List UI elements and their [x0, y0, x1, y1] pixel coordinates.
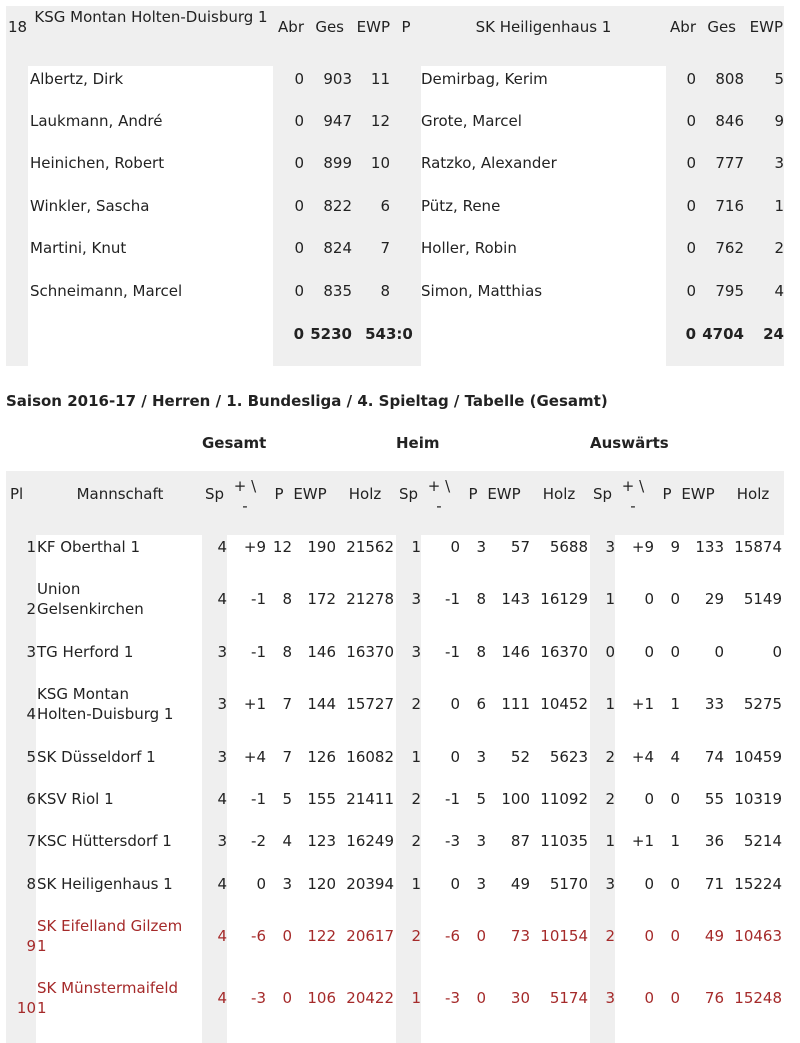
row-heim-ewp: 73: [510, 927, 530, 945]
row-heim-ewp: 143: [501, 590, 530, 608]
row-auswaerts-ewp: 71: [704, 875, 724, 893]
match-away-ges: 716: [715, 197, 744, 215]
row-heim-ewp: 87: [510, 832, 530, 850]
row-gesamt-ewp: 146: [307, 643, 336, 661]
row-gesamt-sp: 3: [217, 695, 227, 713]
row-heim-ewp: 52: [510, 748, 530, 766]
row-heim-holz: 10154: [540, 927, 588, 945]
row-heim-sp: 2: [411, 695, 421, 713]
header-ewp-gesamt: EWP: [293, 485, 327, 503]
row-heim-p: 3: [476, 875, 486, 893]
row-team-name[interactable]: Holten-Duisburg 1: [37, 705, 174, 723]
row-gesamt-plusminus: +9: [243, 538, 266, 556]
match-header-ges-home: Ges: [315, 18, 344, 36]
row-position: 6: [26, 790, 36, 808]
row-gesamt-p: 8: [282, 643, 292, 661]
match-home-team: KSG Montan Holten-Duisburg 1: [34, 8, 268, 26]
header-holz-gesamt: Holz: [348, 485, 382, 503]
match-header-abr-home: Abr: [278, 18, 304, 36]
row-auswaerts-sp: 3: [605, 875, 615, 893]
row-team-name[interactable]: SK Eifelland Gilzem: [37, 917, 183, 935]
row-gesamt-p: 8: [282, 590, 292, 608]
match-away-player: Demirbag, Kerim: [421, 70, 548, 88]
row-team-name[interactable]: KSV Riol 1: [37, 790, 114, 808]
row-gesamt-plusminus: -1: [251, 790, 266, 808]
match-away-abr: 0: [686, 197, 696, 215]
match-total-abr-away: 0: [685, 325, 696, 343]
match-total-ges-away: 4704: [702, 325, 744, 343]
match-away-player: Holler, Robin: [421, 239, 517, 257]
row-auswaerts-sp: 2: [605, 748, 615, 766]
row-auswaerts-plusminus: +1: [631, 695, 654, 713]
row-gesamt-sp: 4: [217, 790, 227, 808]
row-auswaerts-holz: 0: [772, 643, 782, 661]
match-away-ges: 777: [715, 154, 744, 172]
row-heim-ewp: 111: [501, 695, 530, 713]
row-heim-plusminus: 0: [450, 695, 460, 713]
row-position: 1: [26, 538, 36, 556]
row-gesamt-plusminus: +4: [243, 748, 266, 766]
row-auswaerts-p: 0: [670, 989, 680, 1007]
match-away-abr: 0: [686, 239, 696, 257]
row-auswaerts-sp: 3: [605, 538, 615, 556]
row-heim-p: 3: [476, 538, 486, 556]
match-home-ewp: 12: [370, 112, 390, 130]
match-away-player: Simon, Matthias: [421, 282, 543, 300]
match-home-ges: 835: [323, 282, 352, 300]
header-sp-heim: Sp: [398, 485, 419, 503]
header-p-gesamt: P: [274, 485, 284, 503]
row-gesamt-plusminus: -1: [251, 590, 266, 608]
row-heim-plusminus: -1: [445, 790, 460, 808]
row-gesamt-plusminus: +1: [243, 695, 266, 713]
match-header-ewp-home: EWP: [356, 18, 390, 36]
row-auswaerts-holz: 5214: [743, 832, 782, 850]
header-pl: Pl: [10, 485, 24, 503]
row-auswaerts-ewp: 133: [695, 538, 724, 556]
row-gesamt-p: 4: [282, 832, 292, 850]
row-gesamt-p: 12: [272, 538, 292, 556]
match-home-ewp: 6: [380, 197, 390, 215]
row-heim-p: 5: [476, 790, 486, 808]
match-away-player: Grote, Marcel: [421, 112, 522, 130]
row-auswaerts-holz: 15224: [734, 875, 782, 893]
header-holz-auswaerts: Holz: [736, 485, 770, 503]
row-heim-plusminus: -3: [445, 832, 460, 850]
match-total-p: 3:0: [386, 325, 413, 343]
row-heim-holz: 5174: [549, 989, 588, 1007]
match-away-ewp: 2: [774, 239, 784, 257]
row-position: 7: [26, 832, 36, 850]
match-home-ewp: 10: [370, 154, 390, 172]
row-gesamt-plusminus: -6: [251, 927, 266, 945]
row-gesamt-ewp: 106: [307, 989, 336, 1007]
match-home-ges: 947: [323, 112, 352, 130]
row-gesamt-sp: 3: [217, 643, 227, 661]
row-heim-p: 0: [476, 927, 486, 945]
row-auswaerts-holz: 15874: [734, 538, 782, 556]
row-auswaerts-plusminus: 0: [644, 790, 654, 808]
row-heim-ewp: 30: [510, 989, 530, 1007]
row-heim-plusminus: 0: [450, 875, 460, 893]
row-auswaerts-ewp: 49: [704, 927, 724, 945]
match-home-abr: 0: [294, 154, 304, 172]
match-away-team: SK Heiligenhaus 1: [475, 18, 612, 36]
match-away-ewp: 5: [774, 70, 784, 88]
row-auswaerts-ewp: 33: [704, 695, 724, 713]
row-heim-holz: 5688: [549, 538, 588, 556]
row-heim-sp: 3: [411, 643, 421, 661]
row-gesamt-holz: 16082: [346, 748, 394, 766]
row-gesamt-p: 7: [282, 695, 292, 713]
match-home-ges: 822: [323, 197, 352, 215]
match-home-player: Laukmann, André: [30, 112, 163, 130]
match-header-p: P: [401, 18, 411, 36]
row-auswaerts-p: 1: [670, 832, 680, 850]
row-gesamt-p: 3: [282, 875, 292, 893]
row-auswaerts-ewp: 76: [704, 989, 724, 1007]
match-header-ewp-away: EWP: [749, 18, 783, 36]
row-auswaerts-sp: 2: [605, 927, 615, 945]
row-auswaerts-ewp: 29: [704, 590, 724, 608]
row-heim-sp: 1: [411, 748, 421, 766]
row-heim-holz: 10452: [540, 695, 588, 713]
match-home-abr: 0: [294, 70, 304, 88]
row-team-name[interactable]: 1: [37, 937, 47, 955]
row-team-name[interactable]: KSC Hüttersdorf 1: [37, 832, 172, 850]
row-heim-ewp: 100: [501, 790, 530, 808]
row-gesamt-ewp: 144: [307, 695, 336, 713]
row-heim-holz: 16370: [540, 643, 588, 661]
row-gesamt-ewp: 122: [307, 927, 336, 945]
header-plusminus-bottom-heim: -: [436, 497, 442, 515]
match-away-player: Ratzko, Alexander: [421, 154, 557, 172]
row-heim-ewp: 57: [510, 538, 530, 556]
row-heim-holz: 11035: [540, 832, 588, 850]
row-auswaerts-p: 0: [670, 927, 680, 945]
row-team-name[interactable]: KF Oberthal 1: [37, 538, 141, 556]
header-ewp-auswaerts: EWP: [681, 485, 715, 503]
row-position: 8: [26, 875, 36, 893]
row-gesamt-holz: 20617: [346, 927, 394, 945]
match-header-ges-away: Ges: [707, 18, 736, 36]
row-auswaerts-sp: 0: [605, 643, 615, 661]
row-auswaerts-ewp: 36: [704, 832, 724, 850]
table-title: Saison 2016-17 / Herren / 1. Bundesliga / 4. Spieltag / Tabelle (Gesamt): [6, 392, 608, 410]
match-home-abr: 0: [294, 282, 304, 300]
row-auswaerts-p: 0: [670, 643, 680, 661]
header-sp-gesamt: Sp: [204, 485, 225, 503]
row-gesamt-ewp: 126: [307, 748, 336, 766]
group-gesamt: Gesamt: [202, 434, 267, 452]
match-home-player: Schneimann, Marcel: [30, 282, 183, 300]
row-auswaerts-plusminus: +4: [631, 748, 654, 766]
row-auswaerts-p: 0: [670, 590, 680, 608]
row-heim-plusminus: -1: [445, 590, 460, 608]
row-auswaerts-ewp: 0: [714, 643, 724, 661]
row-auswaerts-holz: 10459: [734, 748, 782, 766]
row-heim-holz: 5170: [549, 875, 588, 893]
row-auswaerts-plusminus: +1: [631, 832, 654, 850]
row-gesamt-sp: 3: [217, 748, 227, 766]
row-team-name[interactable]: Gelsenkirchen: [37, 600, 144, 618]
match-home-ges: 899: [323, 154, 352, 172]
match-home-ewp: 8: [380, 282, 390, 300]
row-gesamt-sp: 4: [217, 989, 227, 1007]
row-gesamt-holz: 20394: [346, 875, 394, 893]
row-auswaerts-plusminus: 0: [644, 989, 654, 1007]
match-total-ewp-away: 24: [763, 325, 784, 343]
match-away-player: Pütz, Rene: [421, 197, 501, 215]
row-heim-sp: 1: [411, 875, 421, 893]
header-holz-heim: Holz: [542, 485, 576, 503]
match-away-ewp: 3: [774, 154, 784, 172]
row-heim-p: 6: [476, 695, 486, 713]
row-heim-sp: 2: [411, 927, 421, 945]
row-auswaerts-p: 1: [670, 695, 680, 713]
row-auswaerts-holz: 5275: [743, 695, 782, 713]
row-gesamt-sp: 4: [217, 927, 227, 945]
row-auswaerts-p: 9: [670, 538, 680, 556]
row-position: 10: [16, 999, 36, 1017]
row-auswaerts-plusminus: 0: [644, 875, 654, 893]
match-away-ges: 808: [715, 70, 744, 88]
header-plusminus-top-heim: + \: [427, 477, 451, 495]
match-away-ewp: 4: [774, 282, 784, 300]
header-plusminus-bottom-auswaerts: -: [630, 497, 636, 515]
row-auswaerts-ewp: 55: [704, 790, 724, 808]
header-mannschaft: Mannschaft: [76, 485, 164, 503]
row-gesamt-sp: 4: [217, 590, 227, 608]
match-away-ewp: 1: [774, 197, 784, 215]
row-heim-p: 8: [476, 643, 486, 661]
match-away-ges: 846: [715, 112, 744, 130]
row-gesamt-plusminus: -3: [251, 989, 266, 1007]
match-away-ewp: 9: [774, 112, 784, 130]
row-auswaerts-ewp: 74: [704, 748, 724, 766]
row-heim-holz: 5623: [549, 748, 588, 766]
row-auswaerts-sp: 3: [605, 989, 615, 1007]
match-home-abr: 0: [294, 197, 304, 215]
row-gesamt-p: 5: [282, 790, 292, 808]
row-position: 4: [26, 705, 36, 723]
row-position: 5: [26, 748, 36, 766]
row-team-name[interactable]: Union: [37, 580, 81, 598]
row-auswaerts-sp: 2: [605, 790, 615, 808]
row-gesamt-holz: 15727: [346, 695, 394, 713]
row-heim-p: 3: [476, 832, 486, 850]
row-gesamt-ewp: 172: [307, 590, 336, 608]
row-gesamt-ewp: 120: [307, 875, 336, 893]
row-heim-sp: 1: [411, 538, 421, 556]
row-auswaerts-plusminus: 0: [644, 643, 654, 661]
row-gesamt-sp: 4: [217, 538, 227, 556]
match-home-abr: 0: [294, 112, 304, 130]
match-total-ewp-home: 54: [365, 325, 386, 343]
row-auswaerts-holz: 10463: [734, 927, 782, 945]
row-team-name[interactable]: SK Heiligenhaus 1: [37, 875, 173, 893]
row-team-name[interactable]: SK Düsseldorf 1: [37, 748, 156, 766]
row-auswaerts-sp: 1: [605, 590, 615, 608]
row-heim-sp: 1: [411, 989, 421, 1007]
match-number: 18: [8, 18, 28, 36]
row-gesamt-ewp: 190: [307, 538, 336, 556]
row-gesamt-holz: 16370: [346, 643, 394, 661]
row-gesamt-p: 0: [282, 989, 292, 1007]
match-away-abr: 0: [686, 282, 696, 300]
row-gesamt-p: 7: [282, 748, 292, 766]
header-plusminus-top-auswaerts: + \: [621, 477, 645, 495]
row-gesamt-holz: 21562: [346, 538, 394, 556]
match-stripe-number: [6, 66, 28, 366]
row-auswaerts-holz: 5149: [743, 590, 782, 608]
row-gesamt-holz: 20422: [346, 989, 394, 1007]
match-home-abr: 0: [294, 239, 304, 257]
row-gesamt-ewp: 155: [307, 790, 336, 808]
row-heim-plusminus: 0: [450, 538, 460, 556]
row-auswaerts-sp: 1: [605, 832, 615, 850]
header-sp-auswaerts: Sp: [592, 485, 613, 503]
row-heim-plusminus: -3: [445, 989, 460, 1007]
header-p-heim: P: [468, 485, 478, 503]
row-gesamt-holz: 16249: [346, 832, 394, 850]
row-auswaerts-plusminus: +9: [631, 538, 654, 556]
row-auswaerts-p: 0: [670, 875, 680, 893]
match-total-abr-home: 0: [293, 325, 304, 343]
row-heim-ewp: 146: [501, 643, 530, 661]
match-away-ges: 762: [715, 239, 744, 257]
row-gesamt-plusminus: 0: [256, 875, 266, 893]
row-position: 2: [26, 600, 36, 618]
row-heim-p: 3: [476, 748, 486, 766]
row-heim-plusminus: -6: [445, 927, 460, 945]
row-gesamt-sp: 3: [217, 832, 227, 850]
match-home-ewp: 11: [370, 70, 390, 88]
match-home-player: Albertz, Dirk: [30, 70, 124, 88]
row-gesamt-holz: 21278: [346, 590, 394, 608]
match-away-abr: 0: [686, 154, 696, 172]
row-position: 9: [26, 937, 36, 955]
row-auswaerts-holz: 10319: [734, 790, 782, 808]
match-total-ges-home: 5230: [310, 325, 352, 343]
row-team-name[interactable]: 1: [37, 999, 47, 1017]
header-ewp-heim: EWP: [487, 485, 521, 503]
match-home-ges: 824: [323, 239, 352, 257]
header-p-auswaerts: P: [662, 485, 672, 503]
row-position: 3: [26, 643, 36, 661]
row-heim-plusminus: 0: [450, 748, 460, 766]
match-away-abr: 0: [686, 112, 696, 130]
match-header-abr-away: Abr: [670, 18, 696, 36]
row-heim-holz: 16129: [540, 590, 588, 608]
row-auswaerts-plusminus: 0: [644, 927, 654, 945]
header-plusminus-bottom-gesamt: -: [242, 497, 248, 515]
row-heim-sp: 2: [411, 832, 421, 850]
row-auswaerts-plusminus: 0: [644, 590, 654, 608]
row-team-name[interactable]: KSG Montan: [37, 685, 129, 703]
row-auswaerts-p: 0: [670, 790, 680, 808]
row-gesamt-ewp: 123: [307, 832, 336, 850]
row-auswaerts-sp: 1: [605, 695, 615, 713]
row-heim-ewp: 49: [510, 875, 530, 893]
row-heim-p: 0: [476, 989, 486, 1007]
row-auswaerts-p: 4: [670, 748, 680, 766]
row-heim-sp: 3: [411, 590, 421, 608]
match-home-ewp: 7: [380, 239, 390, 257]
row-gesamt-sp: 4: [217, 875, 227, 893]
row-gesamt-plusminus: -1: [251, 643, 266, 661]
row-team-name[interactable]: TG Herford 1: [37, 643, 134, 661]
match-away-abr: 0: [686, 70, 696, 88]
group-auswaerts: Auswärts: [590, 434, 669, 452]
row-heim-holz: 11092: [540, 790, 588, 808]
match-home-player: Winkler, Sascha: [30, 197, 150, 215]
row-gesamt-plusminus: -2: [251, 832, 266, 850]
row-auswaerts-holz: 15248: [734, 989, 782, 1007]
row-gesamt-p: 0: [282, 927, 292, 945]
match-away-ges: 795: [715, 282, 744, 300]
group-heim: Heim: [396, 434, 440, 452]
row-heim-sp: 2: [411, 790, 421, 808]
header-plusminus-top-gesamt: + \: [233, 477, 257, 495]
match-home-player: Martini, Knut: [30, 239, 127, 257]
match-home-player: Heinichen, Robert: [30, 154, 165, 172]
match-home-ges: 903: [323, 70, 352, 88]
row-heim-p: 8: [476, 590, 486, 608]
row-gesamt-holz: 21411: [346, 790, 394, 808]
row-heim-plusminus: -1: [445, 643, 460, 661]
row-team-name[interactable]: SK Münstermaifeld: [37, 979, 179, 997]
